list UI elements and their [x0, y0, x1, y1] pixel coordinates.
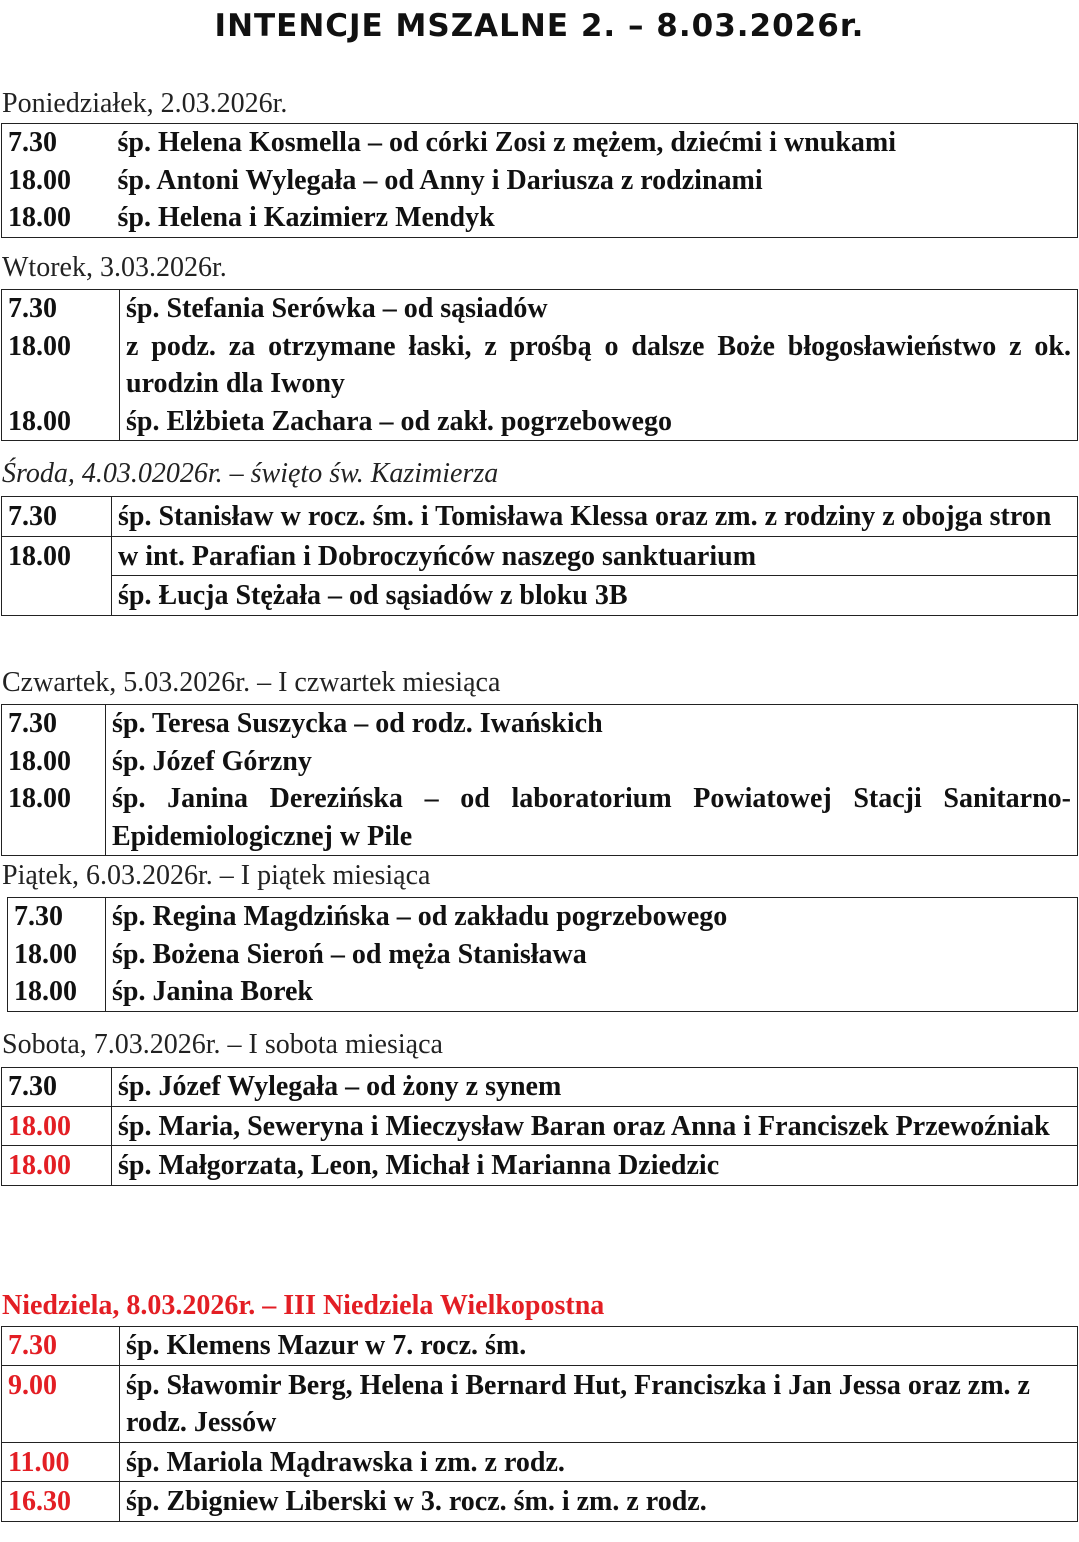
- mass-time: 7.30: [8, 127, 57, 158]
- mass-intention: śp. Sławomir Berg, Helena i Bernard Hut, Franciszka i Jan Jessa oraz zm. z rodz. Jessów: [120, 1365, 1078, 1442]
- mass-time: 7.30: [8, 708, 57, 739]
- mass-intention: śp. Teresa Suszycka – od rodz. Iwańskich: [106, 705, 1078, 743]
- table-row: [2, 536, 1078, 576]
- mass-time: 7.30: [8, 501, 57, 532]
- table-row: [2, 1068, 1078, 1107]
- page-title: INTENCJE MSZALNE 2. – 8.03.2026r.: [214, 8, 865, 44]
- wednesday-table: [1, 496, 1078, 616]
- day-header-sunday: Niedziela, 8.03.2026r. – III Niedziela Wielkopostna: [2, 1290, 605, 1321]
- table-row: [8, 898, 1078, 936]
- mass-intention: śp. Zbigniew Liberski w 3. rocz. śm. i zm. z rodz.: [120, 1482, 1078, 1522]
- sunday-table: [1, 1326, 1078, 1522]
- mass-time: 7.30: [8, 293, 57, 324]
- mass-time: 18.00: [8, 405, 71, 437]
- mass-intention: śp. Stefania Serówka – od sąsiadów: [120, 290, 1078, 328]
- monday-table: [1, 123, 1078, 238]
- mass-time: 18.00: [2, 1146, 112, 1186]
- table-row: [2, 1146, 1078, 1186]
- table-row: [2, 1442, 1078, 1482]
- table-row: [2, 403, 1078, 441]
- mass-time: 18.00: [2, 536, 112, 615]
- day-header-thursday: Czwartek, 5.03.2026r. – I czwartek miesiąca: [2, 667, 501, 698]
- mass-time: 18.00: [8, 783, 71, 814]
- day-header-tuesday: Wtorek, 3.03.2026r.: [2, 252, 227, 283]
- table-row: [8, 936, 1078, 974]
- mass-time: 7.30: [8, 1330, 57, 1361]
- mass-time: 9.00: [2, 1365, 120, 1442]
- table-row: [2, 124, 1078, 162]
- table-row: [2, 1365, 1078, 1442]
- day-header-saturday: Sobota, 7.03.2026r. – I sobota miesiąca: [2, 1029, 443, 1060]
- mass-intention: śp. Mariola Mądrawska i zm. z rodz.: [120, 1442, 1078, 1482]
- mass-intention: śp. Antoni Wylegała – od Anny i Dariusza z rodzinami: [117, 164, 763, 196]
- table-row: [2, 576, 1078, 616]
- mass-intention: śp. Helena Kosmella – od córki Zosi z mężem, dziećmi i wnukami: [117, 127, 896, 158]
- table-row: [2, 743, 1078, 781]
- mass-time: 18.00: [14, 938, 77, 970]
- mass-intention: śp. Bożena Sieroń – od męża Stanisława: [106, 936, 1078, 974]
- mass-intention: z podz. za otrzymane łaski, z prośbą o dalsze Boże błogosławieństwo z ok. urodzin dla Iwony: [120, 328, 1078, 403]
- table-row: [2, 780, 1078, 856]
- mass-time: 18.00: [14, 976, 77, 1007]
- table-row: [2, 1106, 1078, 1146]
- table-row: [2, 705, 1078, 743]
- day-header-monday: Poniedziałek, 2.03.2026r.: [2, 88, 288, 119]
- mass-intention: śp. Janina Derezińska – od laboratorium Powiatowej Stacji Sanitarno-Epidemiologicznej w Pile: [106, 780, 1078, 856]
- mass-intention: śp. Helena i Kazimierz Mendyk: [117, 202, 495, 233]
- table-row: [8, 973, 1078, 1011]
- tuesday-table: [1, 289, 1078, 441]
- thursday-table: [1, 704, 1078, 856]
- friday-table: [7, 897, 1078, 1012]
- mass-intention: śp. Łucja Stężała – od sąsiadów z bloku 3B: [112, 576, 1078, 616]
- table-row: [2, 328, 1078, 403]
- table-row: [2, 199, 1078, 237]
- mass-intention: śp. Małgorzata, Leon, Michał i Marianna Dziedzic: [112, 1146, 1078, 1186]
- mass-time: 11.00: [2, 1442, 120, 1482]
- day-header-friday: Piątek, 6.03.2026r. – I piątek miesiąca: [2, 860, 431, 891]
- mass-intention: w int. Parafian i Dobroczyńców naszego sanktuarium: [112, 536, 1078, 576]
- mass-intention: śp. Józef Wylegała – od żony z synem: [112, 1068, 1078, 1107]
- mass-intention: śp. Elżbieta Zachara – od zakł. pogrzebowego: [120, 403, 1078, 441]
- table-row: [2, 162, 1078, 200]
- mass-time: 7.30: [14, 901, 63, 932]
- mass-intention: śp. Regina Magdzińska – od zakładu pogrzebowego: [106, 898, 1078, 936]
- mass-time: 18.00: [8, 164, 71, 196]
- mass-time: 18.00: [8, 202, 71, 233]
- mass-time: 18.00: [2, 1106, 112, 1146]
- table-row: [2, 497, 1078, 537]
- mass-time: 7.30: [8, 1071, 57, 1102]
- mass-intention: śp. Stanisław w rocz. śm. i Tomisława Klessa oraz zm. z rodziny z obojga stron: [112, 497, 1078, 537]
- saturday-table: [1, 1067, 1078, 1186]
- mass-intention: śp. Józef Górzny: [106, 743, 1078, 781]
- mass-intention: śp. Maria, Seweryna i Mieczysław Baran oraz Anna i Franciszek Przewoźniak: [112, 1106, 1078, 1146]
- mass-time: 18.00: [8, 330, 71, 362]
- table-row: [2, 1482, 1078, 1522]
- day-header-wednesday: Środa, 4.03.02026r. – święto św. Kazimierza: [2, 458, 499, 489]
- mass-intention: śp. Janina Borek: [106, 973, 1078, 1011]
- table-row: [2, 290, 1078, 328]
- mass-time: 16.30: [2, 1482, 120, 1522]
- table-row: [2, 1327, 1078, 1366]
- mass-time: 18.00: [8, 745, 71, 777]
- mass-intention: śp. Klemens Mazur w 7. rocz. śm.: [120, 1327, 1078, 1366]
